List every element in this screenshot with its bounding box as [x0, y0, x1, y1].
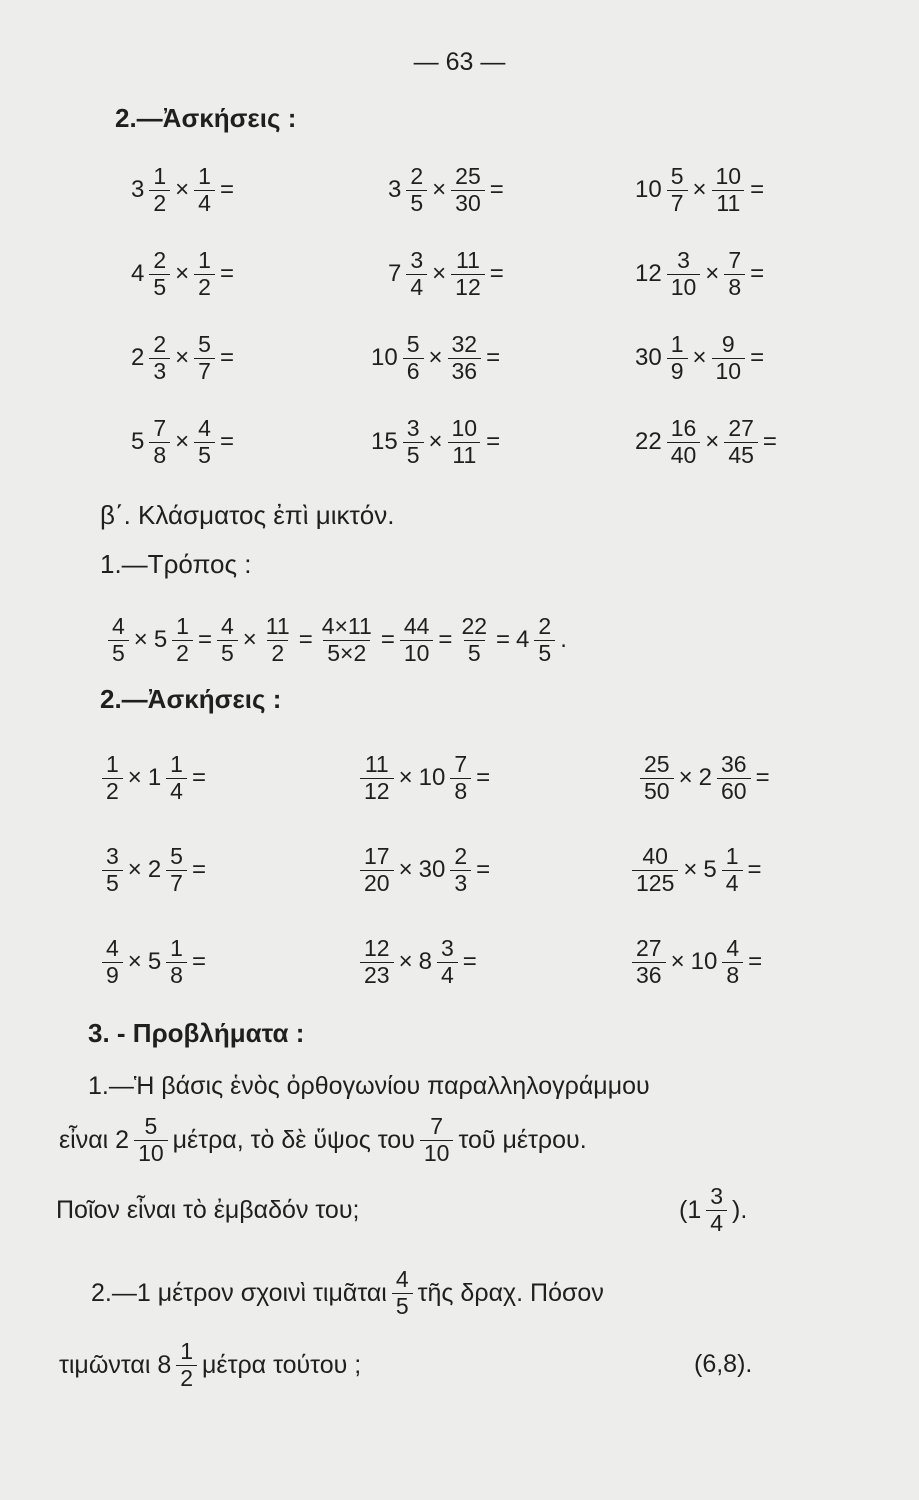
fraction — [102, 936, 123, 989]
fraction — [194, 416, 215, 469]
fraction — [451, 164, 485, 217]
fraction — [667, 164, 688, 217]
exercise-row — [0, 150, 919, 230]
numerator: 5 — [406, 330, 420, 357]
fraction — [403, 416, 424, 469]
expr-text: 30 — [635, 344, 662, 371]
denominator: 20 — [360, 870, 394, 897]
fraction — [108, 614, 129, 667]
numerator: 22 — [461, 612, 488, 639]
denominator: 2 — [194, 274, 215, 301]
numerator: 25 — [644, 750, 670, 777]
expr-text: = — [219, 344, 234, 371]
denominator: 4 — [406, 274, 427, 301]
expr-text: 10 — [690, 948, 718, 975]
fraction — [406, 248, 427, 301]
numerator: 5 — [170, 842, 183, 869]
denominator: 10 — [712, 358, 746, 385]
expr-text: × — [133, 626, 148, 653]
denominator: 5 — [108, 640, 129, 667]
fraction — [400, 614, 434, 667]
expr-text: × — [398, 856, 413, 883]
denominator: 30 — [451, 190, 485, 217]
numerator: 1 — [670, 330, 684, 357]
exercise-item — [385, 234, 507, 314]
numerator: 7 — [728, 246, 742, 273]
fraction — [534, 614, 555, 667]
exercise-item — [632, 150, 767, 230]
denominator: 60 — [717, 778, 751, 805]
fraction — [722, 936, 743, 989]
numerator: 1 — [170, 934, 183, 961]
expr-text: 12 — [635, 260, 662, 287]
numerator: 4 — [198, 414, 211, 441]
numerator: 5 — [144, 1112, 158, 1139]
numerator: 5 — [198, 330, 211, 357]
fraction — [451, 248, 485, 301]
expr-text: 5 — [153, 626, 168, 653]
expr-text: 2.—1 μέτρον σχοινὶ τιμᾶται — [91, 1278, 387, 1307]
fraction — [194, 332, 215, 385]
fraction — [632, 936, 666, 989]
exercise-item — [368, 402, 503, 482]
expr-text: = — [489, 260, 504, 287]
expr-text: × — [432, 176, 447, 203]
exercise-item — [100, 922, 209, 1002]
expr-text: = — [486, 428, 501, 455]
denominator: 3 — [450, 870, 471, 897]
expr-text: = — [750, 260, 765, 287]
fraction — [166, 936, 187, 989]
denominator: 8 — [722, 962, 743, 989]
fraction — [667, 416, 701, 469]
expr-text: × — [432, 260, 447, 287]
exercise-item — [358, 830, 493, 910]
expr-text: = — [219, 176, 234, 203]
numerator: 1 — [106, 750, 119, 777]
fraction — [194, 164, 215, 217]
expr-text: (1 — [679, 1195, 702, 1224]
expr-text: = — [476, 856, 491, 883]
fraction — [448, 416, 482, 469]
expr-text: × — [705, 260, 720, 287]
numerator: 1 — [176, 612, 189, 639]
fraction — [667, 332, 688, 385]
fraction — [632, 844, 678, 897]
denominator: 5×2 — [323, 640, 370, 667]
exercise-item — [128, 234, 237, 314]
expr-text: = — [380, 626, 395, 653]
numerator: 4×11 — [321, 612, 372, 639]
exercise-row — [0, 318, 919, 398]
expr-text: 4 — [516, 626, 530, 653]
fraction — [667, 248, 701, 301]
fraction — [102, 844, 123, 897]
numerator: 3 — [410, 246, 424, 273]
expr-text: × — [670, 948, 685, 975]
fraction — [722, 844, 743, 897]
expr-text: × — [175, 428, 190, 455]
denominator: 5 — [102, 870, 123, 897]
denominator: 2 — [149, 190, 170, 217]
denominator: 10 — [134, 1140, 168, 1167]
numerator: 4 — [112, 612, 125, 639]
expr-text: 22 — [635, 428, 662, 455]
denominator: 4 — [706, 1210, 727, 1237]
denominator: 4 — [166, 778, 187, 805]
numerator: 32 — [451, 330, 478, 357]
problems-heading: 3. - Προβλήματα : — [88, 1018, 305, 1048]
exercise-item — [358, 922, 480, 1002]
exercise-row — [0, 738, 919, 818]
denominator: 5 — [194, 442, 215, 469]
fraction — [457, 614, 491, 667]
fraction — [712, 332, 746, 385]
expr-text: × — [127, 764, 142, 791]
fraction — [360, 844, 394, 897]
expr-text: = — [191, 948, 206, 975]
expr-text: = — [191, 764, 206, 791]
expr-text: = — [476, 764, 491, 791]
numerator: 3 — [406, 414, 420, 441]
expr-text: 10 — [635, 176, 662, 203]
fraction — [437, 936, 458, 989]
denominator: 9 — [667, 358, 688, 385]
exercise-item — [128, 150, 237, 230]
fraction — [450, 752, 471, 805]
expr-text: × — [692, 344, 707, 371]
exercise-item — [630, 922, 765, 1002]
section-b-title: β΄. Κλάσματος ἐπὶ μικτόν. — [100, 500, 395, 530]
problem-2-answer: (6,8). — [694, 1349, 753, 1378]
expr-text: τιμῶνται 8 — [59, 1350, 172, 1379]
numerator: 7 — [153, 414, 167, 441]
numerator: 11 — [265, 612, 290, 639]
fraction — [448, 332, 482, 385]
numerator: 27 — [728, 414, 754, 441]
denominator: 11 — [712, 190, 744, 217]
expr-text: = — [489, 176, 504, 203]
fraction — [102, 752, 123, 805]
numerator: 11 — [364, 750, 389, 777]
numerator: 2 — [454, 842, 468, 869]
exercise-item — [128, 402, 237, 482]
expr-text: = — [219, 260, 234, 287]
denominator: 4 — [437, 962, 458, 989]
exercise-row — [0, 402, 919, 482]
denominator: 5 — [149, 274, 170, 301]
exercise-row — [0, 234, 919, 314]
numerator: 17 — [364, 842, 390, 869]
fraction — [149, 332, 170, 385]
exercise-item — [632, 234, 767, 314]
fraction — [712, 164, 746, 217]
fraction — [724, 248, 745, 301]
expr-text: 10 — [418, 764, 446, 791]
numerator: 1 — [153, 162, 167, 189]
exercise-item — [100, 830, 209, 910]
denominator: 10 — [420, 1140, 454, 1167]
numerator: 27 — [636, 934, 662, 961]
numerator: 2 — [410, 162, 424, 189]
denominator: 5 — [534, 640, 555, 667]
numerator: 1 — [170, 750, 183, 777]
problem-2-line-2 — [56, 1330, 364, 1400]
expr-text: = — [755, 764, 770, 791]
expr-text: 2 — [698, 764, 712, 791]
denominator: 7 — [667, 190, 688, 217]
expr-text: 3 — [388, 176, 402, 203]
expr-text: × — [692, 176, 707, 203]
denominator: 5 — [464, 640, 485, 667]
exercise-item — [632, 402, 780, 482]
expr-text: τῆς δραχ. Πόσον — [417, 1278, 604, 1307]
expr-text: 4 — [131, 260, 145, 287]
numerator: 1 — [198, 246, 211, 273]
expr-text: 5 — [147, 948, 162, 975]
expr-text: = — [748, 948, 763, 975]
denominator: 5 — [406, 190, 427, 217]
expr-text: = — [762, 428, 777, 455]
expr-text: = — [486, 344, 501, 371]
numerator: 16 — [670, 414, 697, 441]
exercise-item — [128, 318, 237, 398]
expr-text: 5 — [703, 856, 717, 883]
expr-text: = — [462, 948, 477, 975]
fraction — [194, 248, 215, 301]
expr-text: εἶναι 2 — [59, 1125, 130, 1154]
numerator: 12 — [364, 934, 390, 961]
expr-text: 15 — [371, 428, 398, 455]
expr-text: 2 — [147, 856, 162, 883]
fraction — [450, 844, 471, 897]
exercises-heading-a: 2.—Ἀσκήσεις : — [115, 103, 297, 133]
fraction — [176, 1339, 197, 1392]
fraction — [640, 752, 674, 805]
expr-text: 8 — [418, 948, 432, 975]
fraction — [360, 752, 394, 805]
fraction — [406, 164, 427, 217]
expr-text: = — [219, 428, 234, 455]
numerator: 7 — [454, 750, 468, 777]
expr-text: × — [678, 764, 693, 791]
numerator: 3 — [106, 842, 119, 869]
numerator: 4 — [220, 612, 234, 639]
expr-text: × — [428, 428, 443, 455]
expr-text: = — [298, 626, 313, 653]
expr-text: × — [428, 344, 443, 371]
numerator: 10 — [451, 414, 478, 441]
denominator: 8 — [450, 778, 471, 805]
numerator: 1 — [198, 162, 211, 189]
denominator: 9 — [102, 962, 123, 989]
exercise-item — [358, 738, 493, 818]
expr-text: = — [750, 344, 765, 371]
fraction — [149, 416, 170, 469]
denominator: 40 — [667, 442, 701, 469]
exercise-item — [368, 318, 503, 398]
denominator: 45 — [724, 442, 758, 469]
fraction — [149, 248, 170, 301]
expr-text: × — [705, 428, 720, 455]
expr-text: 2 — [131, 344, 145, 371]
fraction — [403, 332, 424, 385]
fraction — [217, 614, 238, 667]
problem-2-line-1 — [88, 1258, 607, 1328]
expr-text: = — [747, 856, 762, 883]
numerator: 7 — [430, 1112, 444, 1139]
numerator: 2 — [153, 246, 167, 273]
denominator: 6 — [403, 358, 424, 385]
denominator: 2 — [172, 640, 193, 667]
denominator: 4 — [194, 190, 215, 217]
denominator: 7 — [166, 870, 187, 897]
denominator: 3 — [149, 358, 170, 385]
expr-text: 3 — [131, 176, 145, 203]
exercise-row — [0, 830, 919, 910]
page-number: — 63 — — [413, 48, 506, 76]
denominator: 36 — [448, 358, 482, 385]
denominator: 7 — [194, 358, 215, 385]
exercise-item — [630, 830, 765, 910]
fraction — [166, 844, 187, 897]
numerator: 25 — [455, 162, 481, 189]
expr-text: × — [175, 260, 190, 287]
denominator: 5 — [392, 1293, 413, 1320]
numerator: 4 — [106, 934, 119, 961]
denominator: 2 — [267, 640, 288, 667]
numerator: 44 — [403, 612, 430, 639]
expr-text: × — [398, 764, 413, 791]
denominator: 50 — [640, 778, 674, 805]
exercise-item — [638, 738, 773, 818]
numerator: 2 — [538, 612, 552, 639]
numerator: 1 — [725, 842, 739, 869]
denominator: 5 — [217, 640, 238, 667]
numerator: 36 — [720, 750, 747, 777]
problem-1-question: Ποῖον εἶναι τὸ ἐμβαδόν του; — [56, 1195, 360, 1224]
expr-text: 7 — [388, 260, 402, 287]
expr-text: = — [496, 626, 511, 653]
denominator: 8 — [166, 962, 187, 989]
expr-text: × — [398, 948, 413, 975]
expr-text: μέτρα, τὸ δὲ ὕψος του — [172, 1125, 415, 1154]
fraction — [172, 614, 193, 667]
denominator: 4 — [722, 870, 743, 897]
exercise-item — [632, 318, 767, 398]
expr-text: × — [175, 344, 190, 371]
expr-text: × — [683, 856, 698, 883]
expr-text: 10 — [371, 344, 398, 371]
denominator: 10 — [400, 640, 434, 667]
exercise-row — [0, 922, 919, 1002]
denominator: 125 — [632, 870, 678, 897]
problem-1-answer — [676, 1175, 750, 1245]
expr-text: × — [175, 176, 190, 203]
fraction — [392, 1267, 413, 1320]
denominator: 2 — [176, 1365, 197, 1392]
numerator: 40 — [642, 842, 668, 869]
fraction — [262, 614, 294, 667]
expr-text: 5 — [131, 428, 145, 455]
problem-1-line-2 — [56, 1105, 590, 1175]
expr-text: = — [438, 626, 453, 653]
fraction — [149, 164, 170, 217]
exercises-heading-b: 2.—Ἀσκήσεις : — [100, 684, 282, 714]
fraction — [724, 416, 758, 469]
fraction — [717, 752, 751, 805]
denominator: 10 — [667, 274, 701, 301]
method-heading: 1.—Τρόπος : — [100, 549, 252, 579]
expr-text: 30 — [418, 856, 446, 883]
expr-text: × — [127, 948, 142, 975]
expr-text: × — [127, 856, 142, 883]
numerator: 3 — [440, 934, 454, 961]
numerator: 4 — [726, 934, 740, 961]
fraction — [318, 614, 376, 667]
denominator: 5 — [403, 442, 424, 469]
denominator: 12 — [360, 778, 394, 805]
fraction — [360, 936, 394, 989]
numerator: 3 — [677, 246, 690, 273]
fraction — [134, 1114, 168, 1167]
numerator: 3 — [710, 1182, 724, 1209]
numerator: 1 — [180, 1337, 194, 1364]
expr-text: = — [750, 176, 765, 203]
denominator: 8 — [149, 442, 170, 469]
method-example — [106, 600, 570, 680]
numerator: 2 — [153, 330, 167, 357]
expr-text: × — [242, 626, 257, 653]
expr-text: τοῦ μέτρου. — [458, 1125, 587, 1154]
expr-text: μέτρα τούτου ; — [202, 1350, 362, 1379]
denominator: 36 — [632, 962, 666, 989]
fraction — [706, 1184, 727, 1237]
exercise-item — [100, 738, 209, 818]
numerator: 10 — [715, 162, 742, 189]
expr-text: ). — [732, 1195, 748, 1224]
exercise-item — [385, 150, 507, 230]
denominator: 12 — [451, 274, 485, 301]
numerator: 4 — [395, 1265, 409, 1292]
problem-1-line-1: 1.—Ἡ βάσις ἑνὸς ὀρθογωνίου παραλληλογράμμου — [88, 1071, 650, 1100]
numerator: 11 — [456, 246, 480, 273]
expr-text: 1 — [147, 764, 162, 791]
numerator: 9 — [721, 330, 735, 357]
denominator: 8 — [724, 274, 745, 301]
fraction — [166, 752, 187, 805]
expr-text: = — [191, 856, 206, 883]
expr-text: . — [560, 626, 567, 653]
denominator: 2 — [102, 778, 123, 805]
expr-text: = — [197, 626, 212, 653]
numerator: 5 — [670, 162, 684, 189]
denominator: 11 — [448, 442, 480, 469]
denominator: 23 — [360, 962, 394, 989]
fraction — [420, 1114, 454, 1167]
